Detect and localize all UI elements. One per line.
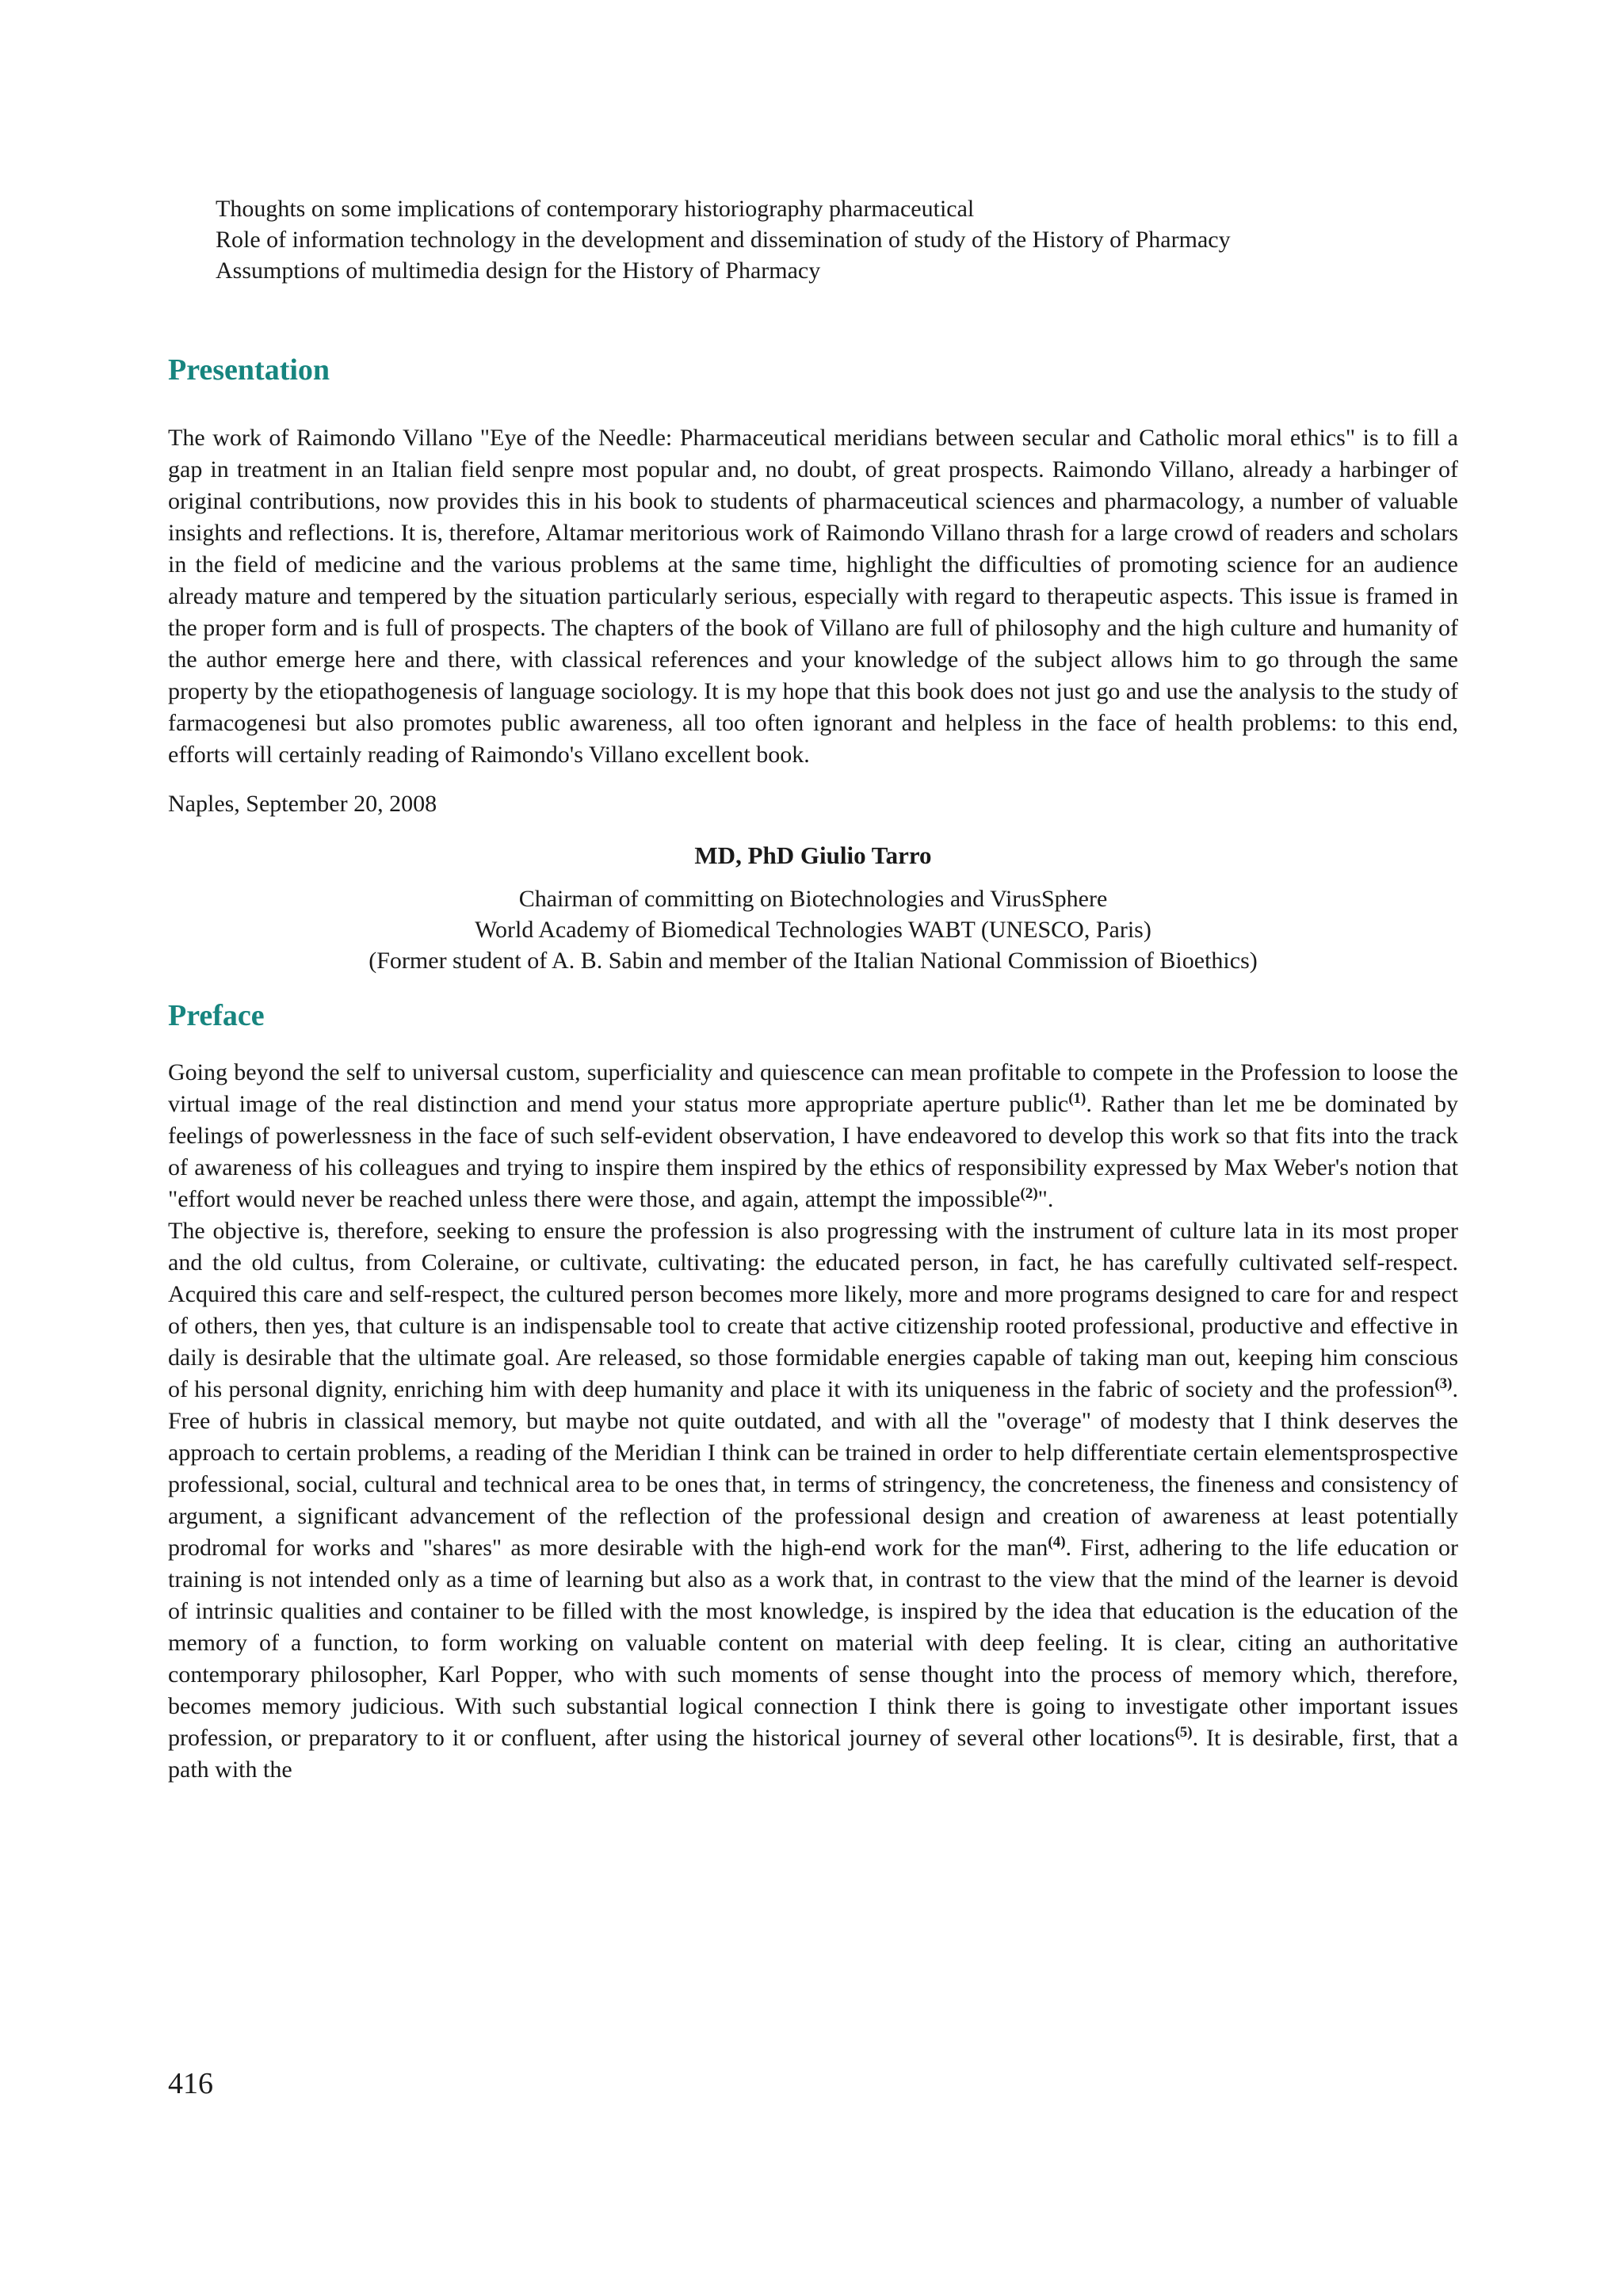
footnote-ref: (3) xyxy=(1434,1375,1453,1392)
preface-paragraph xyxy=(168,1057,1458,1215)
toc-list xyxy=(168,193,1458,286)
signature-line: (Former student of A. B. Sabin and member of the Italian National Commission of Bioethics) xyxy=(369,948,1258,974)
signature-name: MD, PhD Giulio Tarro xyxy=(694,841,932,869)
signature-affiliation xyxy=(168,883,1458,976)
presentation-body: The work of Raimondo Villano "Eye of the Needle: Pharmaceutical meridians between secular and Catholic moral ethics" is to fill a gap in treatment in an Italian field senpre most popular and, no doubt, of great prospects. Raimondo Villano, already a harbinger of original contributions, now provides this in his book to students of pharmaceutical sciences and pharmacology, a number of valuable insights and reflections. It is, therefore, Altamar meritorious work of Raimondo Villano thrash for a large crowd of readers and scholars in the field of medicine and the various problems at the same time, highlight the difficulties of promoting science for an audience already mature and tempered by the situation particularly serious, especially with regard to therapeutic aspects. This issue is framed in the proper form and is full of prospects. The chapters of the book of Villano are full of philosophy and the high culture and humanity of the author emerge here and there, with classical references and your knowledge of the subject allows him to go through the same property by the etiopathogenesis of language sociology. It is my hope that this book does not just go and use the analysis to the study of farmacogenesi but also promotes public awareness, all too often ignorant and helpless in the face of health problems: to this end, efforts will certainly reading of Raimondo's Villano excellent book. xyxy=(168,425,1458,768)
footnote-ref: (5) xyxy=(1174,1724,1193,1741)
preface-body xyxy=(168,1057,1458,1786)
signature-line: Chairman of committing on Biotechnologies and VirusSphere xyxy=(518,886,1108,912)
page-number: 416 xyxy=(168,2067,213,2100)
preface-text: Going beyond the self to universal custom, superficiality and quiescence can mean profitable to compete in the Profession to loose the virtual image of the real distinction and mend your status more appropriate aperture public xyxy=(168,1059,1458,1117)
preface-text: ". xyxy=(1037,1186,1054,1212)
preface-text: . It is desirable, first, that a path with the xyxy=(168,1725,1458,1783)
preface-text: . First, adhering to the life education or training is not intended only as a time of learning but also as a work that, in contrast to the view that the mind of the learner is devoid of intrinsic qualities and container to be filled with the most knowledge, is inspired by the idea that education is the education of the memory of a function, to form working on valuable content on material with deep feeling. It is clear, citing an authoritative contemporary philosopher, Karl Popper, who with such moments of sense thought into the process of memory which, therefore, becomes memory judicious. With such substantial logical connection I think there is going to investigate other important issues profession, or preparatory to it or confluent, after using the historical journey of several other locations xyxy=(168,1535,1458,1751)
footnote-ref: (4) xyxy=(1048,1534,1066,1550)
preface-paragraph xyxy=(168,1215,1458,1786)
toc-item: Role of information technology in the development and dissemination of study of the History of Pharmacy xyxy=(216,227,1231,253)
preface-text: . Free of hubris in classical memory, but maybe not quite outdated, and with all the "overage" of modesty that I think deserves the approach to certain problems, a reading of the Meridian I think can be trained in order to help differentiate certain elementsprospective professional, social, cultural and technical area to be ones that, in terms of stringency, the concreteness, the fineness and consistency of argument, a significant advancement of the reflection of the professional design and creation of awareness at least potentially prodromal for works and "shares" as more desirable with the high-end work for the man xyxy=(168,1376,1458,1561)
preface-heading: Preface xyxy=(168,999,265,1032)
presentation-heading: Presentation xyxy=(168,353,330,387)
document-page xyxy=(168,193,1458,1786)
toc-item: Assumptions of multimedia design for the History of Pharmacy xyxy=(216,257,821,284)
toc-item: Thoughts on some implications of contemporary historiography pharmaceutical xyxy=(216,196,975,222)
signature-line: World Academy of Biomedical Technologies WABT (UNESCO, Paris) xyxy=(475,917,1151,943)
footnote-ref: (2) xyxy=(1020,1185,1038,1202)
preface-text: The objective is, therefore, seeking to ensure the profession is also progressing with the instrument of culture lata in its most proper and the old cultus, from Coleraine, or cultivate, cultivating: the educated person, in fact, he has carefully cultivated self-respect. Acquired this care and self-respect, the cultured person becomes more likely, more and more programs designed to care for and respect of others, then yes, that culture is an indispensable tool to create that active citizenship rooted professional, productive and effective in daily is desirable that the ultimate goal. Are released, so those formidable energies capable of taking man out, keeping him conscious of his personal dignity, enriching him with deep humanity and place it with its uniqueness in the fabric of society and the profession xyxy=(168,1218,1458,1402)
place-date: Naples, September 20, 2008 xyxy=(168,791,437,817)
footnote-ref: (1) xyxy=(1068,1090,1086,1107)
preface-text: . Rather than let me be dominated by feelings of powerlessness in the face of such self-evident observation, I have endeavored to develop this work so that fits into the track of awareness of his colleagues and trying to inspire them inspired by the ethics of responsibility expressed by Max Weber's notion that "effort would never be reached unless there were those, and again, attempt the impossible xyxy=(168,1091,1458,1212)
